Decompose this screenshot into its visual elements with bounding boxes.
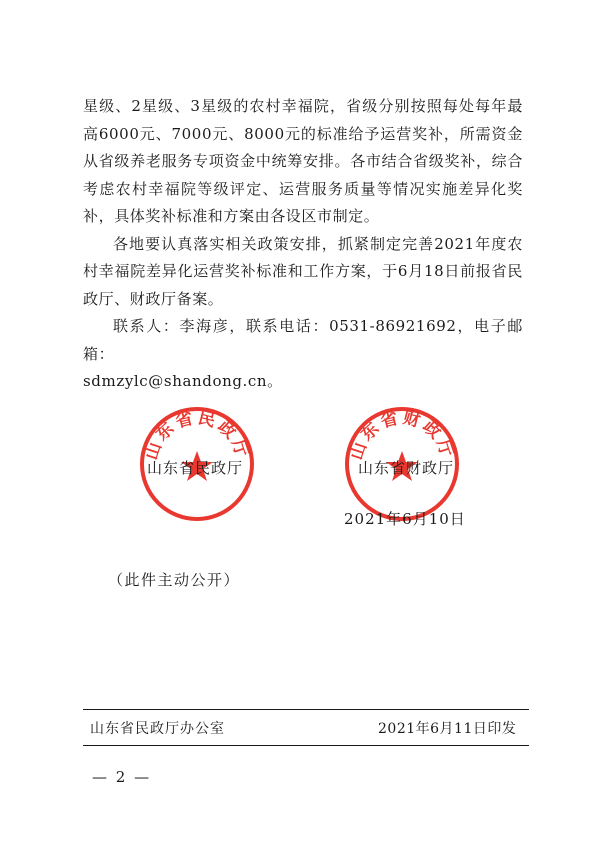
paragraph-contact: 联系人：李海彦，联系电话：0531-86921692，电子邮箱：: [83, 317, 523, 363]
footer-rule-top: [83, 709, 529, 710]
seal-2-text: 山东省财政厅: [346, 408, 458, 463]
footer-office: 山东省民政厅办公室: [90, 721, 225, 737]
contact-email: sdmzylc@shandong.cn。: [83, 372, 283, 390]
signatory-finance: 山东省财政厅: [358, 459, 455, 477]
signatory-civil-affairs: 山东省民政厅: [147, 459, 244, 477]
footer-rule-bottom: [83, 745, 529, 746]
paragraph-subsidy: 星级、2星级、3星级的农村幸福院，省级分别按照每处每年最高6000元、7000元、8000元的标准给予运营奖补，所需资金从省级养老服务专项资金中统筹安排。各市结合省级奖补，综合考虑农村幸福院等级评定、运营服务质量等情况实施差异化奖补，具体奖补标准和方案由各设区市制定。: [83, 97, 523, 225]
paragraph-implementation: 各地要认真落实相关政策安排，抓紧制定完善2021年度农村幸福院差异化运营奖补标准和工作方案，于6月18日前报省民政厅、财政厅备案。: [83, 234, 523, 308]
body-text: [83, 93, 523, 396]
public-disclosure-note: （此件主动公开）: [108, 571, 241, 589]
page-number: — 2 —: [92, 768, 152, 786]
seal-1-text: 山东省民政厅: [141, 408, 253, 463]
footer-issue-date: 2021年6月11日印发: [378, 721, 517, 737]
signature-date: 2021年6月10日: [344, 510, 466, 528]
